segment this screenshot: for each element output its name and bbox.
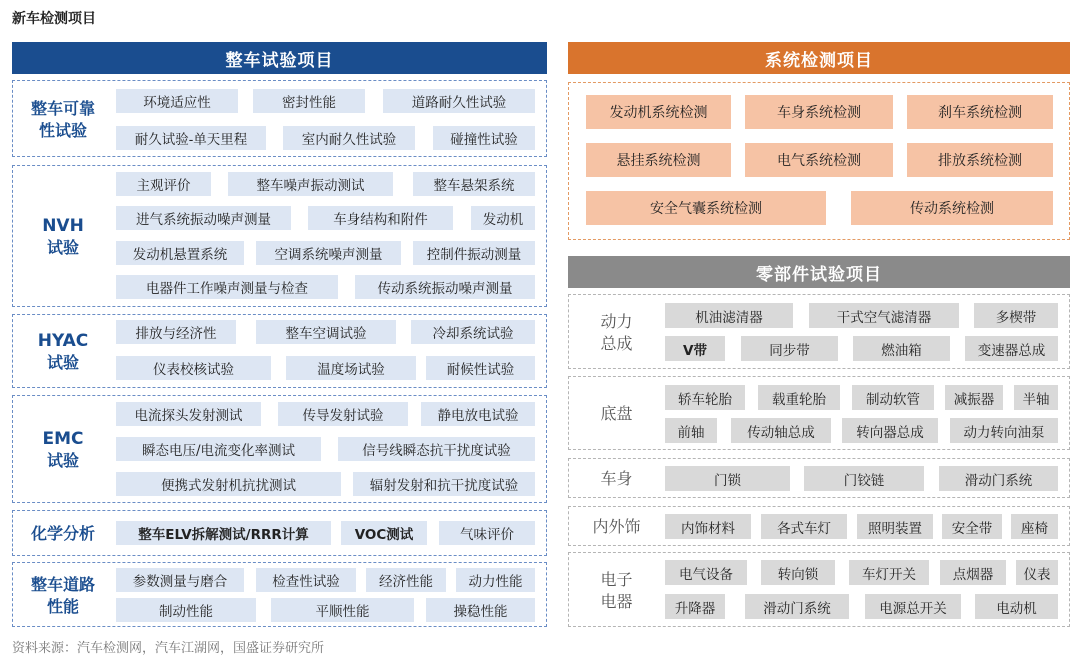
- chip: 发动机悬置系统: [116, 241, 244, 265]
- label-line: 整车可靠: [30, 98, 95, 118]
- chip: 温度场试验: [286, 356, 416, 380]
- label-line: 整车道路: [30, 574, 95, 594]
- chip: 车身系统检测: [745, 95, 893, 129]
- chip: 同步带: [741, 336, 838, 361]
- chip: [341, 521, 427, 545]
- chip: 仪表校核试验: [116, 356, 271, 380]
- section-interior-label: [569, 507, 664, 547]
- chip: 排放与经济性: [116, 320, 236, 344]
- chip: 耐久试验-单天里程: [116, 126, 266, 150]
- chip: 滑动门系统: [939, 466, 1058, 491]
- chip: 电源总开关: [865, 594, 961, 619]
- chip: 发动机系统检测: [586, 95, 731, 129]
- chip: 动力转向油泵: [950, 418, 1058, 443]
- chip: 车灯开关: [849, 560, 929, 585]
- chip: 环境适应性: [116, 89, 238, 113]
- label-line: 内外饰: [592, 517, 641, 536]
- chip: 电动机: [975, 594, 1058, 619]
- chip: 安全带: [942, 514, 1002, 539]
- chip: 便携式发射机抗扰测试: [116, 472, 341, 496]
- chip: 滑动门系统: [745, 594, 849, 619]
- chip: 刹车系统检测: [907, 95, 1053, 129]
- section-electronics: [568, 552, 1070, 627]
- section-body-label: [569, 459, 664, 499]
- label-line: 化学分析: [30, 524, 95, 543]
- chip: 密封性能: [253, 89, 365, 113]
- chip: 门铰链: [804, 466, 924, 491]
- chip: 点烟器: [940, 560, 1006, 585]
- label-line: 车身: [600, 469, 633, 488]
- chip: 照明装置: [857, 514, 933, 539]
- section-reliability: [12, 80, 547, 157]
- chip: 传动系统检测: [851, 191, 1053, 225]
- label-line: NVH: [42, 216, 84, 236]
- chip: 干式空气滤清器: [809, 303, 959, 328]
- chip: 电气设备: [665, 560, 747, 585]
- chip: 进气系统振动噪声测量: [116, 206, 291, 230]
- chip: 前轴: [665, 418, 717, 443]
- chip: 电器件工作噪声测量与检查: [116, 275, 338, 299]
- chip: 信号线瞬态抗干扰度试验: [338, 437, 535, 461]
- chip: 半轴: [1014, 385, 1058, 410]
- section-chassis: [568, 376, 1070, 450]
- chip: 电流探头发射测试: [116, 402, 261, 426]
- section-system-tests: [568, 82, 1070, 240]
- label-line: 试验: [46, 238, 79, 257]
- chip: 电气系统检测: [745, 143, 893, 177]
- chip: 主观评价: [116, 172, 211, 196]
- chip: 车身结构和附件: [308, 206, 453, 230]
- chip: 载重轮胎: [758, 385, 840, 410]
- section-nvh-label: [13, 166, 113, 308]
- label-line: 试验: [46, 353, 79, 372]
- section-hyac-label: [13, 315, 113, 389]
- chip: 整车空调试验: [256, 320, 396, 344]
- chip-text: VOC测试: [354, 527, 414, 543]
- chip: 轿车轮胎: [665, 385, 745, 410]
- chip: 多楔带: [974, 303, 1058, 328]
- label-line: 性能: [46, 596, 79, 616]
- label-line: 动力: [600, 311, 633, 331]
- chip: 平顺性能: [271, 598, 414, 622]
- chip: 悬挂系统检测: [586, 143, 731, 177]
- section-road-label: [13, 563, 113, 628]
- section-body: [568, 458, 1070, 498]
- chip: 参数测量与磨合: [116, 568, 244, 592]
- chip: 各式车灯: [761, 514, 847, 539]
- chip: 瞬态电压/电流变化率测试: [116, 437, 321, 461]
- chip: 制动软管: [852, 385, 934, 410]
- label-line: 电子: [600, 569, 633, 589]
- chip: 变速器总成: [965, 336, 1058, 361]
- chip: 内饰材料: [665, 514, 751, 539]
- chip: 发动机: [471, 206, 535, 230]
- label-line: 总成: [600, 333, 633, 353]
- section-interior: [568, 506, 1070, 546]
- source-note: 资料来源：汽车检测网，汽车江湖网，国盛证券研究所: [12, 641, 325, 656]
- section-reliability-label: [13, 81, 113, 158]
- system-test-banner: 系统检测项目: [568, 42, 1070, 74]
- page-title: 新车检测项目: [12, 11, 96, 27]
- section-electronics-label: [569, 553, 664, 628]
- chip: 传动系统振动噪声测量: [355, 275, 535, 299]
- chip: 燃油箱: [853, 336, 950, 361]
- chip: [116, 521, 331, 545]
- chip: 整车悬架系统: [413, 172, 535, 196]
- chip: 门锁: [665, 466, 790, 491]
- chip: 制动性能: [116, 598, 256, 622]
- section-road-performance: [12, 562, 547, 627]
- chip: 气味评价: [439, 521, 535, 545]
- section-hyac: [12, 314, 547, 388]
- chip: 机油滤清器: [665, 303, 793, 328]
- chip: 操稳性能: [426, 598, 535, 622]
- chip: 冷却系统试验: [411, 320, 535, 344]
- chip: 座椅: [1011, 514, 1058, 539]
- chip: 转向锁: [761, 560, 835, 585]
- label-line: 底盘: [600, 404, 633, 423]
- parts-test-banner: 零部件试验项目: [568, 256, 1070, 288]
- chip: 减振器: [945, 385, 1003, 410]
- label-line: 电器: [600, 591, 633, 611]
- chip: 整车噪声振动测试: [228, 172, 393, 196]
- section-nvh: [12, 165, 547, 307]
- vehicle-test-banner: 整车试验项目: [12, 42, 547, 74]
- chip: 空调系统噪声测量: [256, 241, 401, 265]
- chip: 经济性能: [366, 568, 446, 592]
- chip: 碰撞性试验: [433, 126, 535, 150]
- section-powertrain: [568, 294, 1070, 369]
- chip: 道路耐久性试验: [383, 89, 535, 113]
- chip: 转向器总成: [842, 418, 938, 443]
- label-line: 试验: [46, 451, 79, 470]
- section-chemical-label: [13, 511, 113, 557]
- label-line: 性试验: [38, 120, 87, 140]
- chip: 室内耐久性试验: [283, 126, 415, 150]
- chip: 检查性试验: [256, 568, 356, 592]
- section-chassis-label: [569, 377, 664, 451]
- chip: 升降器: [665, 594, 725, 619]
- chip: 辐射发射和抗干扰度试验: [353, 472, 535, 496]
- chip-text: V带: [683, 342, 707, 359]
- chip: 静电放电试验: [421, 402, 535, 426]
- chip-text: 整车ELV拆解测试/RRR计算: [138, 527, 309, 543]
- chip: [665, 336, 725, 361]
- chip: 传导发射试验: [278, 402, 408, 426]
- chip: 排放系统检测: [907, 143, 1053, 177]
- section-chemical: [12, 510, 547, 556]
- label-line: HYAC: [37, 331, 89, 351]
- section-emc-label: [13, 396, 113, 504]
- chip: 耐候性试验: [426, 356, 535, 380]
- chip: 控制件振动测量: [413, 241, 535, 265]
- chip: 传动轴总成: [731, 418, 831, 443]
- label-line: EMC: [42, 429, 84, 449]
- section-emc: [12, 395, 547, 503]
- section-powertrain-label: [569, 295, 664, 370]
- chip: 仪表: [1016, 560, 1058, 585]
- chip: 动力性能: [456, 568, 535, 592]
- chip: 安全气囊系统检测: [586, 191, 826, 225]
